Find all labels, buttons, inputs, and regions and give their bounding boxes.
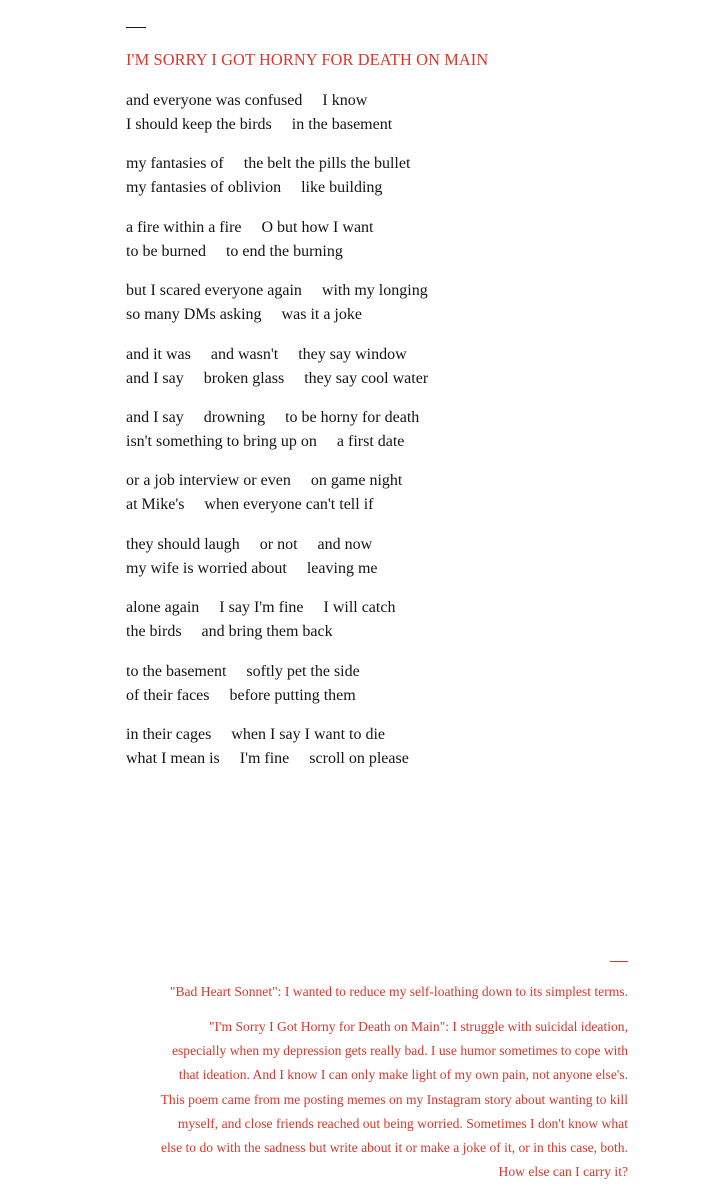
stanza (126, 660, 606, 708)
stanza (126, 152, 606, 200)
poem-line: alone again I say I'm fine I will catch (126, 599, 396, 617)
poem-line: and everyone was confused I know (126, 92, 368, 109)
poem-line: I should keep the birds in the basement (126, 116, 393, 133)
stanza (126, 406, 606, 454)
poem-line: a fire within a fire O but how I want (126, 218, 374, 236)
poem-line: and I say broken glass they say cool water (126, 369, 429, 387)
note-line: How else can I carry it? (498, 1164, 628, 1180)
poem-line: so many DMs asking was it a joke (126, 306, 362, 324)
stanza (126, 596, 606, 644)
note-line: myself, and close friends reached out being worried. Sometimes I don't know what (177, 1115, 628, 1131)
poem-line: and I say drowning to be horny for death (126, 408, 420, 426)
poem-line: to the basement softly pet the side (126, 662, 360, 680)
stanza (126, 723, 606, 771)
poem-line: but I scared everyone again with my longing (126, 282, 428, 300)
poem-line: and it was and wasn't they say window (126, 345, 407, 363)
note-line: else to do with the sadness but write about it or make a joke of it, or in this case, both. (161, 1140, 628, 1156)
stanza (126, 343, 606, 391)
stanza (126, 533, 606, 581)
poem-line: isn't something to bring up on a first date (126, 432, 405, 450)
stanza (126, 279, 606, 327)
note-bad-heart-sonnet: "Bad Heart Sonnet": I wanted to reduce my self-loathing down to its simplest terms. (169, 984, 628, 999)
note-line: This poem came from me posting memes on my Instagram story about wanting to kill (160, 1091, 628, 1107)
section-divider (126, 27, 146, 28)
note-line: "I'm Sorry I Got Horny for Death on Main": I struggle with suicidal ideation, (208, 1019, 628, 1034)
poem-line: at Mike's when everyone can't tell if (126, 496, 374, 514)
poem-line: the birds and bring them back (126, 623, 333, 641)
poem-line: my fantasies of oblivion like building (126, 179, 383, 197)
note-horny-for-death (108, 1015, 628, 1184)
poem-line: in their cages when I say I want to die (126, 725, 386, 743)
poem-title: I'M SORRY I GOT HORNY FOR DEATH ON MAIN (126, 50, 489, 69)
stanza (126, 89, 606, 137)
note-line: especially when my depression gets really bad. I use humor sometimes to cope with (171, 1043, 628, 1059)
poem-line: my wife is worried about leaving me (126, 559, 378, 577)
poem-body (126, 89, 606, 786)
poem-line: to be burned to end the burning (126, 242, 343, 260)
stanza (126, 469, 606, 517)
stanza (126, 216, 606, 264)
poem-line: what I mean is I'm fine scroll on please (126, 749, 409, 767)
poem-line: or a job interview or even on game night (126, 472, 403, 490)
poem-line: my fantasies of the belt the pills the bullet (126, 155, 411, 173)
poem-line: they should laugh or not and now (126, 535, 373, 553)
poem-line: of their faces before putting them (126, 686, 356, 704)
note-line: that ideation. And I know I can only make light of my own pain, not anyone else's. (178, 1067, 628, 1083)
notes-divider (610, 961, 628, 962)
author-notes (108, 980, 628, 1184)
